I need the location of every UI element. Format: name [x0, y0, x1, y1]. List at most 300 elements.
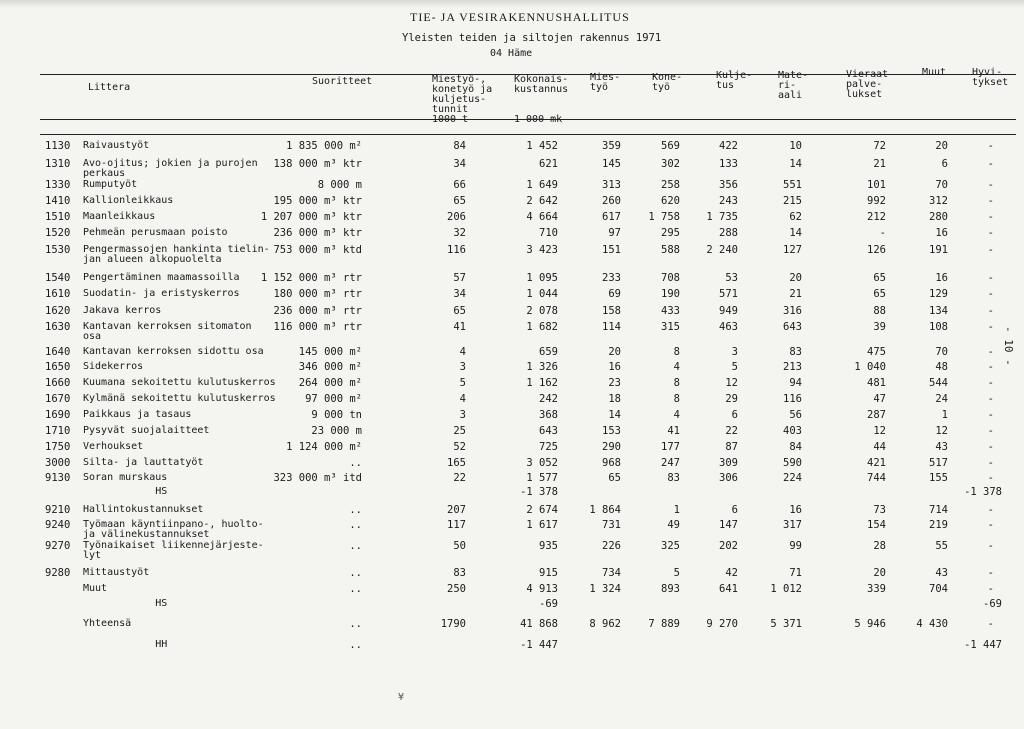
cell-mu: 108 [929, 321, 948, 333]
cell-k: 725 [539, 441, 558, 453]
cell-mu: 43 [935, 441, 948, 453]
cell-ko: 1 [673, 504, 680, 516]
cell-sup: 346 000 m² [298, 361, 362, 373]
cell-code: 9210 [45, 504, 71, 516]
cell-mu: 70 [935, 179, 948, 191]
col-header-littera: Littera [88, 82, 131, 93]
table-row [0, 289, 1024, 303]
cell-code: 1540 [45, 272, 71, 284]
cell-v: 744 [867, 472, 886, 484]
table-row [0, 180, 1024, 194]
cell-mi: 16 [608, 361, 621, 373]
cell-name: Yhteensä [83, 618, 132, 629]
cell-mi: 114 [602, 321, 621, 333]
cell-code: 1610 [45, 288, 71, 300]
cell-ku: 42 [725, 567, 738, 579]
cell-ma: 317 [783, 519, 802, 531]
cell-h: - [987, 346, 994, 358]
cell-name: Pysyvät suojalaitteet [83, 425, 210, 436]
table-row [0, 228, 1024, 242]
cell-h: - [987, 211, 994, 223]
cell-ko: 569 [661, 140, 680, 152]
cell-sup: 23 000 m [311, 425, 362, 437]
cell-mu: 191 [929, 244, 948, 256]
cell-v: 47 [873, 393, 886, 405]
table-row [0, 584, 1024, 598]
cell-mu: 55 [935, 540, 948, 552]
cell-name: Paikkaus ja tasaus [83, 409, 192, 420]
cell-v: 126 [867, 244, 886, 256]
col-header-muut: Muut [922, 67, 947, 78]
cell-name: Raivaustyöt [83, 140, 150, 151]
cell-ku: 12 [725, 377, 738, 389]
cell-ko: 4 [673, 409, 680, 421]
cell-name: Kallionleikkaus [83, 195, 174, 206]
cell-mi: 731 [602, 519, 621, 531]
cell-k: 1 577 [526, 472, 558, 484]
table-row [0, 394, 1024, 408]
cell-sup: 753 000 m³ ktd [273, 244, 362, 256]
cell-h: - [987, 393, 994, 405]
cell-v: 992 [867, 195, 886, 207]
col-header-miestyo: Miestyö-, konetyö ja kuljetus- tunnit 1000 t [432, 74, 493, 125]
cell-h: - [987, 504, 994, 516]
cell-sup: 1 152 000 m³ rtr [260, 272, 362, 284]
cell-v: 5 946 [854, 618, 886, 630]
table-row [0, 347, 1024, 361]
cell-name: Soran murskaus [83, 472, 168, 483]
cell-k: 4 664 [526, 211, 558, 223]
cell-mi: 226 [602, 540, 621, 552]
cell-mu: 16 [935, 227, 948, 239]
cell-h: - [987, 457, 994, 469]
cell-mi: 359 [602, 140, 621, 152]
cell-ko: 620 [661, 195, 680, 207]
cell-ku: 571 [719, 288, 738, 300]
cell-code: 1520 [45, 227, 71, 239]
cell-h: - [987, 179, 994, 191]
cell-sup: 264 000 m² [298, 377, 362, 389]
cell-sup: 9 000 tn [311, 409, 362, 421]
cell-ma: 14 [789, 227, 802, 239]
cell-m: 4 [459, 393, 466, 405]
cell-name: HS [83, 598, 168, 609]
cell-h: - [987, 288, 994, 300]
cell-k: 621 [539, 158, 558, 170]
cell-name: Sidekerros [83, 361, 144, 372]
cell-ma: 316 [783, 305, 802, 317]
cell-mu: 134 [929, 305, 948, 317]
cell-v: 287 [867, 409, 886, 421]
cell-h: - [987, 618, 994, 630]
cell-mi: 8 962 [589, 618, 621, 630]
col-header-kokonais: Kokonais- kustannus 1 000 mk [514, 74, 569, 125]
cell-ma: 551 [783, 179, 802, 191]
cell-ma: 62 [789, 211, 802, 223]
cell-sup: .. [349, 567, 362, 579]
cell-h: -1 378 [964, 486, 1002, 498]
cell-v: 421 [867, 457, 886, 469]
table-row [0, 378, 1024, 392]
cell-ko: 5 [673, 567, 680, 579]
cell-ko: 708 [661, 272, 680, 284]
cell-ma: 213 [783, 361, 802, 373]
cell-ma: 403 [783, 425, 802, 437]
cell-sup: 1 207 000 m³ ktr [260, 211, 362, 223]
cell-mu: 43 [935, 567, 948, 579]
cell-ko: 302 [661, 158, 680, 170]
table-row [0, 362, 1024, 376]
cell-name: Muut [83, 583, 108, 594]
table-row [0, 619, 1024, 633]
cell-mi: 151 [602, 244, 621, 256]
cell-mi: 69 [608, 288, 621, 300]
table-row [0, 410, 1024, 424]
cell-ma: 10 [789, 140, 802, 152]
cell-sup: 236 000 m³ rtr [273, 305, 362, 317]
col-header-kone: Kone- työ [652, 72, 683, 93]
cell-m: 22 [453, 472, 466, 484]
cell-ku: 641 [719, 583, 738, 595]
table-row [0, 273, 1024, 287]
cell-m: 50 [453, 540, 466, 552]
cell-code: 1630 [45, 321, 71, 333]
cell-code: 3000 [45, 457, 71, 469]
cell-code: 1640 [45, 346, 71, 358]
cell-v: 65 [873, 272, 886, 284]
cell-v: 475 [867, 346, 886, 358]
cell-k: -1 447 [520, 639, 558, 651]
cell-mu: 129 [929, 288, 948, 300]
cell-k: 1 095 [526, 272, 558, 284]
cell-mi: 158 [602, 305, 621, 317]
cell-ma: 99 [789, 540, 802, 552]
cell-name: Rumputyöt [83, 179, 138, 190]
cell-ko: 7 889 [648, 618, 680, 630]
cell-sup: 97 000 m² [305, 393, 362, 405]
cell-m: 206 [447, 211, 466, 223]
cell-ma: 94 [789, 377, 802, 389]
cell-ma: 14 [789, 158, 802, 170]
col-header-suoritteet: Suoritteet [312, 76, 373, 87]
cell-ku: 53 [725, 272, 738, 284]
cell-ku: 29 [725, 393, 738, 405]
cell-mi: 290 [602, 441, 621, 453]
cell-h: - [987, 305, 994, 317]
cell-v: 20 [873, 567, 886, 579]
cell-sup: .. [349, 504, 362, 516]
cell-m: 3 [459, 409, 466, 421]
cell-mi: 14 [608, 409, 621, 421]
cell-v: 12 [873, 425, 886, 437]
cell-k: 643 [539, 425, 558, 437]
cell-m: 66 [453, 179, 466, 191]
cell-name: Maanleikkaus [83, 211, 156, 222]
scan-mark: ¥ [398, 692, 405, 703]
page-top-edge [0, 0, 1024, 8]
cell-name: Suodatin- ja eristyskerros [83, 288, 240, 299]
cell-h: - [987, 272, 994, 284]
cell-sup: 195 000 m³ ktr [273, 195, 362, 207]
cell-sup: 180 000 m³ rtr [273, 288, 362, 300]
cell-ko: 247 [661, 457, 680, 469]
cell-name: Työnaikaiset liikennejärjeste- lyt [83, 540, 264, 561]
cell-ko: 315 [661, 321, 680, 333]
cell-k: 1 682 [526, 321, 558, 333]
cell-mu: 20 [935, 140, 948, 152]
cell-code: 9240 [45, 519, 71, 531]
cell-k: 710 [539, 227, 558, 239]
cell-ku: 2 240 [706, 244, 738, 256]
table-row [0, 505, 1024, 519]
cell-h: - [987, 567, 994, 579]
cell-mi: 23 [608, 377, 621, 389]
cell-k: 1 326 [526, 361, 558, 373]
cell-k: -1 378 [520, 486, 558, 498]
cell-v: 73 [873, 504, 886, 516]
cell-h: - [987, 425, 994, 437]
cell-v: 154 [867, 519, 886, 531]
cell-sup: 236 000 m³ ktr [273, 227, 362, 239]
cell-k: 2 078 [526, 305, 558, 317]
cell-name: Pengermassojen hankinta tielin- jan alueen alkopuolelta [83, 244, 270, 265]
cell-h: - [987, 377, 994, 389]
cell-m: 5 [459, 377, 466, 389]
cell-ku: 309 [719, 457, 738, 469]
cell-ma: 84 [789, 441, 802, 453]
region-label: 04 Häme [490, 48, 533, 59]
cell-k: 1 162 [526, 377, 558, 389]
cell-ko: 433 [661, 305, 680, 317]
cell-ko: 8 [673, 346, 680, 358]
cell-ku: 422 [719, 140, 738, 152]
table-row [0, 321, 1024, 342]
cell-code: 1650 [45, 361, 71, 373]
cell-ku: 1 735 [706, 211, 738, 223]
cell-h: -1 447 [964, 639, 1002, 651]
cell-v: - [879, 227, 886, 239]
cell-name: Kantavan kerroksen sidottu osa [83, 346, 264, 357]
cell-m: 250 [447, 583, 466, 595]
cell-ku: 22 [725, 425, 738, 437]
cell-m: 165 [447, 457, 466, 469]
table-row [0, 568, 1024, 582]
cell-k: 915 [539, 567, 558, 579]
cell-m: 65 [453, 195, 466, 207]
cell-mu: 70 [935, 346, 948, 358]
cell-m: 57 [453, 272, 466, 284]
cell-code: 9270 [45, 540, 71, 552]
cell-ma: 21 [789, 288, 802, 300]
cell-mi: 617 [602, 211, 621, 223]
cell-name: Mittaustyöt [83, 567, 150, 578]
table-row [0, 599, 1024, 613]
cell-v: 88 [873, 305, 886, 317]
cell-h: - [987, 441, 994, 453]
cell-sup: 116 000 m³ rtr [273, 321, 362, 333]
cell-code: 9280 [45, 567, 71, 579]
page-number: - 10 - [1002, 326, 1015, 366]
cell-k: 2 642 [526, 195, 558, 207]
cell-ma: 127 [783, 244, 802, 256]
cell-ma: 643 [783, 321, 802, 333]
cell-k: 4 913 [526, 583, 558, 595]
cell-ma: 590 [783, 457, 802, 469]
cell-sup: .. [349, 519, 362, 531]
cell-ku: 3 [731, 346, 738, 358]
cell-mu: 12 [935, 425, 948, 437]
cell-k: 3 052 [526, 457, 558, 469]
cell-code: 1130 [45, 140, 71, 152]
cell-code: 1530 [45, 244, 71, 256]
cell-mu: 4 430 [916, 618, 948, 630]
cell-ko: 588 [661, 244, 680, 256]
cell-ma: 71 [789, 567, 802, 579]
col-header-mate: Mate- ri- aali [778, 70, 809, 101]
cell-k: 3 423 [526, 244, 558, 256]
cell-mu: 312 [929, 195, 948, 207]
cell-code: 1660 [45, 377, 71, 389]
cell-sup: 1 835 000 m² [286, 140, 362, 152]
cell-v: 21 [873, 158, 886, 170]
cell-m: 83 [453, 567, 466, 579]
col-header-hyvi: Hyvi- tykset [972, 67, 1009, 88]
cell-code: 1710 [45, 425, 71, 437]
cell-mu: 6 [941, 158, 948, 170]
cell-name: Jakava kerros [83, 305, 162, 316]
cell-h: - [987, 361, 994, 373]
cell-name: Verhoukset [83, 441, 144, 452]
cell-name: Avo-ojitus; jokien ja purojen perkaus [83, 158, 258, 179]
cell-mu: 155 [929, 472, 948, 484]
cell-ko: 258 [661, 179, 680, 191]
cell-m: 4 [459, 346, 466, 358]
cell-mi: 260 [602, 195, 621, 207]
table-row [0, 458, 1024, 472]
cell-h: - [987, 409, 994, 421]
col-header-vieraat: Vieraat palve- lukset [846, 69, 889, 100]
cell-k: 1 044 [526, 288, 558, 300]
cell-name: Kuumana sekoitettu kulutuskerros [83, 377, 276, 388]
cell-ku: 6 [731, 409, 738, 421]
cell-m: 32 [453, 227, 466, 239]
cell-h: - [987, 540, 994, 552]
cell-code: 1510 [45, 211, 71, 223]
cell-k: 41 868 [520, 618, 558, 630]
cell-m: 3 [459, 361, 466, 373]
cell-k: 935 [539, 540, 558, 552]
cell-name: Silta- ja lauttatyöt [83, 457, 204, 468]
cell-mi: 20 [608, 346, 621, 358]
cell-code: 1410 [45, 195, 71, 207]
cell-ku: 133 [719, 158, 738, 170]
cell-ku: 6 [731, 504, 738, 516]
cell-sup: 323 000 m³ itd [273, 472, 362, 484]
cell-h: - [987, 519, 994, 531]
table-row [0, 640, 1024, 654]
cell-mi: 1 324 [589, 583, 621, 595]
cell-code: 1670 [45, 393, 71, 405]
cell-sup: 138 000 m³ ktr [273, 158, 362, 170]
cell-k: 2 674 [526, 504, 558, 516]
cell-mi: 153 [602, 425, 621, 437]
cell-ma: 5 371 [770, 618, 802, 630]
cell-m: 34 [453, 158, 466, 170]
cell-code: 1330 [45, 179, 71, 191]
cell-h: - [987, 472, 994, 484]
cell-ku: 463 [719, 321, 738, 333]
cell-mu: 219 [929, 519, 948, 531]
cell-h: - [987, 321, 994, 333]
cell-mu: 544 [929, 377, 948, 389]
cell-ko: 295 [661, 227, 680, 239]
cell-mi: 1 864 [589, 504, 621, 516]
table-row [0, 244, 1024, 265]
cell-mi: 65 [608, 472, 621, 484]
cell-ko: 41 [667, 425, 680, 437]
cell-v: 212 [867, 211, 886, 223]
cell-m: 117 [447, 519, 466, 531]
table-row [0, 487, 1024, 501]
cell-k: 1 617 [526, 519, 558, 531]
cell-h: - [987, 140, 994, 152]
cell-name: Pehmeän perusmaan poisto [83, 227, 228, 238]
table-subtitle: Yleisten teiden ja siltojen rakennus 1971 [402, 32, 662, 44]
cell-name: HS [83, 486, 168, 497]
cell-mi: 734 [602, 567, 621, 579]
col-header-mies: Mies- työ [590, 72, 621, 93]
cell-mi: 313 [602, 179, 621, 191]
table-row [0, 540, 1024, 561]
cell-ko: 1 758 [648, 211, 680, 223]
cell-m: 52 [453, 441, 466, 453]
cell-m: 84 [453, 140, 466, 152]
cell-sup: 1 124 000 m² [286, 441, 362, 453]
cell-ko: 4 [673, 361, 680, 373]
cell-k: 1 452 [526, 140, 558, 152]
table-row [0, 196, 1024, 210]
cell-ko: 190 [661, 288, 680, 300]
cell-m: 25 [453, 425, 466, 437]
cell-h: - [987, 227, 994, 239]
cell-m: 34 [453, 288, 466, 300]
cell-ko: 325 [661, 540, 680, 552]
cell-mu: 1 [941, 409, 948, 421]
cell-code: 1620 [45, 305, 71, 317]
cell-ko: 49 [667, 519, 680, 531]
cell-ma: 83 [789, 346, 802, 358]
cell-k: 1 649 [526, 179, 558, 191]
cell-code: 1310 [45, 158, 71, 170]
cell-ku: 288 [719, 227, 738, 239]
cell-sup: .. [349, 618, 362, 630]
cell-v: 72 [873, 140, 886, 152]
cell-k: -69 [539, 598, 558, 610]
cell-k: 242 [539, 393, 558, 405]
cell-mu: 704 [929, 583, 948, 595]
table-row [0, 473, 1024, 487]
cell-mi: 145 [602, 158, 621, 170]
table-row [0, 442, 1024, 456]
cell-v: 28 [873, 540, 886, 552]
cell-ko: 83 [667, 472, 680, 484]
cell-ma: 215 [783, 195, 802, 207]
cell-h: - [987, 244, 994, 256]
cell-ku: 306 [719, 472, 738, 484]
cell-m: 41 [453, 321, 466, 333]
cell-v: 44 [873, 441, 886, 453]
table-row [0, 519, 1024, 540]
